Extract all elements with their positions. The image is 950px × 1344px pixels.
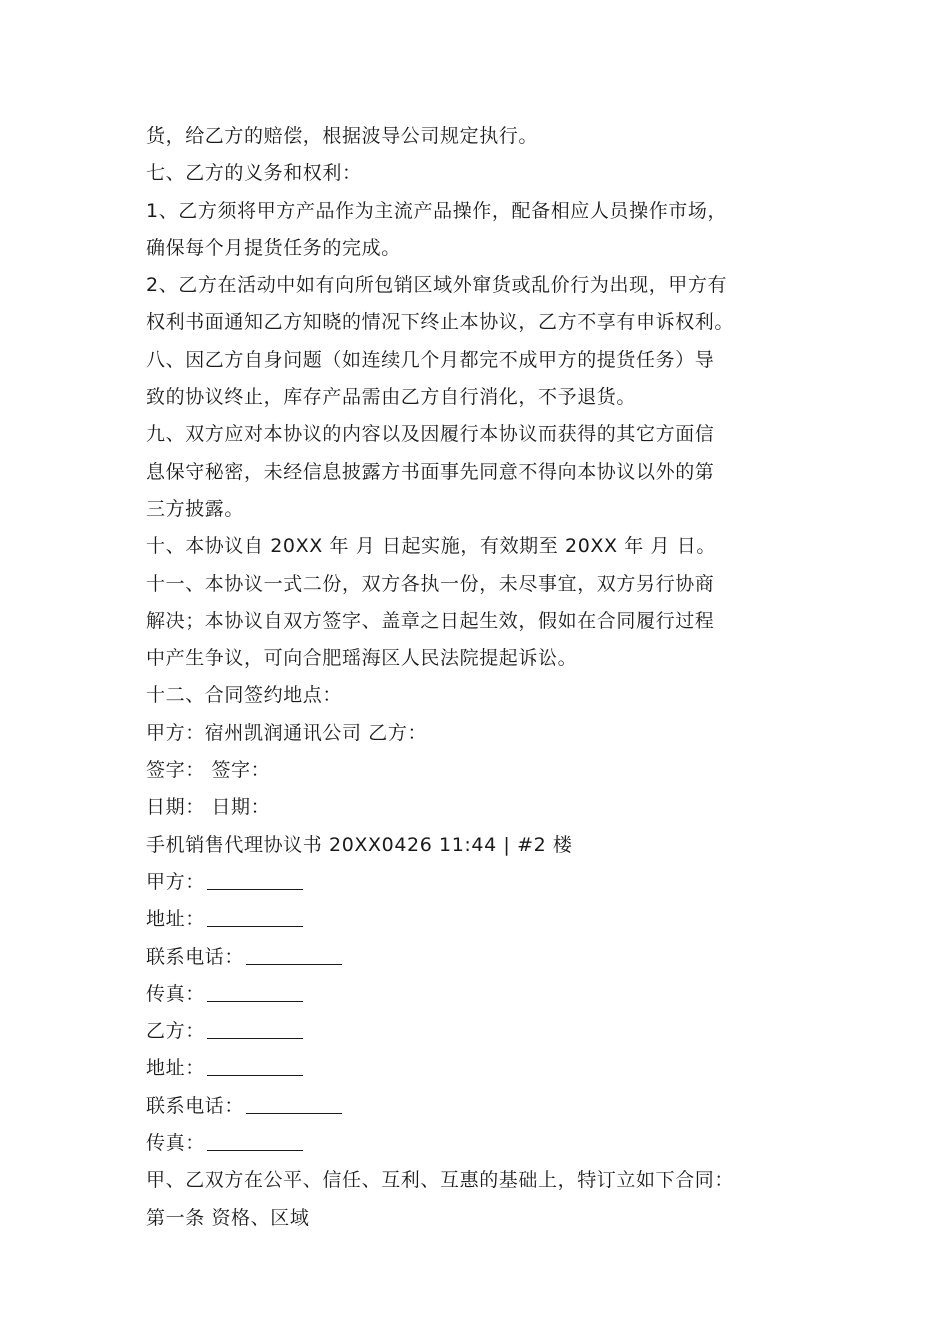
fill-in-blank xyxy=(246,942,342,965)
field-label: 传真： xyxy=(146,982,205,1005)
form-field-address-a xyxy=(146,901,814,938)
article-heading-1: 第一条 资格、区域 xyxy=(146,1206,310,1229)
text-line: 1、乙方须将甲方产品作为主流产品操作，配备相应人员操作市场， xyxy=(146,199,728,222)
fill-in-blank xyxy=(207,1016,303,1039)
form-field-address-b xyxy=(146,1050,814,1087)
form-field-party-a xyxy=(146,864,814,901)
form-field-phone-b xyxy=(146,1088,814,1125)
post-header: 手机销售代理协议书 20XX0426 11:44 | #2 楼 xyxy=(146,833,573,856)
fill-in-blank xyxy=(207,904,303,927)
field-label: 传真： xyxy=(146,1132,205,1155)
text-line: 中产生争议，可向合肥瑶海区人民法院提起诉讼。 xyxy=(146,647,578,670)
field-label: 联系电话： xyxy=(146,945,245,968)
text-line: 解决；本协议自双方签字、盖章之日起生效，假如在合同履行过程 xyxy=(146,609,715,632)
field-label: 乙方： xyxy=(146,1020,205,1043)
text-line: 确保每个月提货任务的完成。 xyxy=(146,236,401,259)
field-label: 甲方： xyxy=(146,870,205,893)
section-heading-8: 八、因乙方自身问题（如连续几个月都完不成甲方的提货任务）导 xyxy=(146,348,715,371)
field-label: 联系电话： xyxy=(146,1094,245,1117)
contract-preamble: 甲、乙双方在公平、信任、互利、互惠的基础上，特订立如下合同： xyxy=(146,1169,735,1192)
fill-in-blank xyxy=(246,1091,342,1114)
section-heading-7: 七、乙方的义务和权利： xyxy=(146,162,362,185)
document-body xyxy=(146,118,814,1237)
form-field-fax-a xyxy=(146,976,814,1013)
section-heading-12: 十二、合同签约地点： xyxy=(146,684,343,707)
form-field-fax-b xyxy=(146,1125,814,1162)
fill-in-blank xyxy=(207,1053,303,1076)
section-heading-9: 九、双方应对本协议的内容以及因履行本协议而获得的其它方面信 xyxy=(146,423,715,446)
field-label: 地址： xyxy=(146,908,205,931)
text-line: 权利书面通知乙方知晓的情况下终止本协议，乙方不享有申诉权利。 xyxy=(146,311,735,334)
fill-in-blank xyxy=(207,1128,303,1151)
text-line: 货，给乙方的赔偿，根据波导公司规定执行。 xyxy=(146,125,539,147)
text-line: 致的协议终止，库存产品需由乙方自行消化，不予退货。 xyxy=(146,386,637,409)
fill-in-blank xyxy=(207,867,303,890)
form-field-party-b xyxy=(146,1013,814,1050)
party-line: 甲方：宿州凯润通讯公司 乙方： xyxy=(146,721,428,744)
fill-in-blank xyxy=(207,979,303,1002)
section-heading-10: 十、本协议自 20XX 年 月 日起实施，有效期至 20XX 年 月 日。 xyxy=(146,535,716,558)
date-line: 日期： 日期： xyxy=(146,796,271,819)
text-line: 三方披露。 xyxy=(146,497,245,520)
text-line: 息保守秘密，未经信息披露方书面事先同意不得向本协议以外的第 xyxy=(146,460,715,483)
form-field-phone-a xyxy=(146,939,814,976)
signature-line: 签字： 签字： xyxy=(146,759,271,782)
section-heading-11: 十一、本协议一式二份，双方各执一份，未尽事宜，双方另行协商 xyxy=(146,572,715,595)
field-label: 地址： xyxy=(146,1057,205,1080)
text-line: 2、乙方在活动中如有向所包销区域外窜货或乱价行为出现，甲方有 xyxy=(146,274,728,297)
